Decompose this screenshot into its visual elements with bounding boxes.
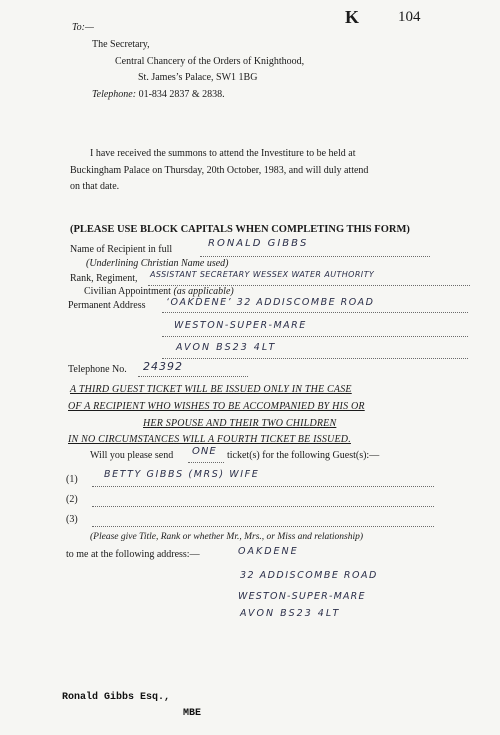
guests-intro-b: ticket(s) for the following Guest(s):— xyxy=(227,450,380,461)
telephone-value: 01-834 2837 & 2838. xyxy=(138,89,225,100)
address-dotted-line-3 xyxy=(162,358,468,359)
guest-row-3-num: (3) xyxy=(66,514,78,525)
to-label: To:— xyxy=(72,22,94,33)
statement-line-1: I have received the summons to attend the Investiture to be held at xyxy=(90,148,356,159)
guest-count-dotted-line xyxy=(188,462,224,463)
form-code: K xyxy=(345,7,360,27)
form-number: 104 xyxy=(398,9,421,25)
notice-line-2: OF A RECIPIENT WHO WISHES TO BE ACCOMPANIED BY HIS OR xyxy=(68,401,365,412)
recipient-telephone xyxy=(92,89,225,100)
guest-row-2-line[interactable] xyxy=(92,506,434,507)
guest-row-1-line xyxy=(92,486,434,487)
recipient-address: St. James’s Palace, SW1 1BG xyxy=(138,72,258,83)
name-handwritten[interactable]: RONALD GIBBS xyxy=(208,238,309,249)
guest-count-handwritten[interactable]: ONE xyxy=(192,446,217,457)
guests-note: (Please give Title, Rank or whether Mr., Mrs., or Miss and relationship) xyxy=(90,532,364,542)
civilian-appointment xyxy=(84,286,234,297)
rank-label: Rank, Regiment, xyxy=(70,273,138,284)
delivery-line-3[interactable]: WESTON-SUPER-MARE xyxy=(238,591,366,602)
address-handwritten-1[interactable]: ‘OAKDENE’ 32 ADDISCOMBE ROAD xyxy=(166,297,375,308)
notice-line-3: HER SPOUSE AND THEIR TWO CHILDREN xyxy=(143,418,337,429)
civilian-label: Civilian Appointment xyxy=(84,286,171,297)
statement-line-2: Buckingham Palace on Thursday, 20th October, 1983, and will duly attend xyxy=(70,165,369,176)
telephone-no-label: Telephone No. xyxy=(68,364,127,375)
notice-line-4: IN NO CIRCUMSTANCES WILL A FOURTH TICKET BE ISSUED. xyxy=(68,434,351,445)
recipient-office: Central Chancery of the Orders of Knighthood, xyxy=(115,56,305,67)
address-label: Permanent Address xyxy=(68,300,146,311)
delivery-line-1[interactable]: OAKDENE xyxy=(238,546,299,557)
name-label: Name of Recipient in full xyxy=(70,244,173,255)
guest-row-2-num: (2) xyxy=(66,494,78,505)
name-note: (Underlining Christian Name used) xyxy=(86,258,229,269)
address-dotted-line-2 xyxy=(162,336,468,337)
telephone-handwritten[interactable]: 24392 xyxy=(143,360,183,373)
form-heading: (PLEASE USE BLOCK CAPITALS WHEN COMPLETING THIS FORM) xyxy=(70,224,410,235)
delivery-line-2[interactable]: 32 ADDISCOMBE ROAD xyxy=(240,570,378,581)
delivery-line-4[interactable]: AVON BS23 4LT xyxy=(240,608,341,619)
address-dotted-line-1 xyxy=(162,312,468,313)
footer-honour: MBE xyxy=(183,708,202,719)
recipient-title: The Secretary, xyxy=(92,39,150,50)
rank-handwritten[interactable]: ASSISTANT SECRETARY WESSEX WATER AUTHORITY xyxy=(150,270,375,279)
notice-line-1: A THIRD GUEST TICKET WILL BE ISSUED ONLY IN THE CASE xyxy=(70,384,352,395)
statement-line-3: on that date. xyxy=(70,181,120,192)
guest-row-3-line[interactable] xyxy=(92,526,434,527)
guest-row-1-handwritten[interactable]: BETTY GIBBS (MRS) WIFE xyxy=(104,469,260,480)
guest-row-1-num: (1) xyxy=(66,474,78,485)
civilian-note: (as applicable) xyxy=(173,286,234,297)
delivery-label: to me at the following address:— xyxy=(66,549,200,560)
telephone-dotted-line xyxy=(138,376,248,377)
address-handwritten-3[interactable]: AVON BS23 4LT xyxy=(176,342,277,353)
name-dotted-line xyxy=(200,256,430,257)
footer-name: Ronald Gibbs Esq., xyxy=(62,692,171,703)
telephone-label: Telephone: xyxy=(92,89,137,100)
address-handwritten-2[interactable]: WESTON-SUPER-MARE xyxy=(174,320,307,331)
guests-intro-a: Will you please send xyxy=(90,450,174,461)
